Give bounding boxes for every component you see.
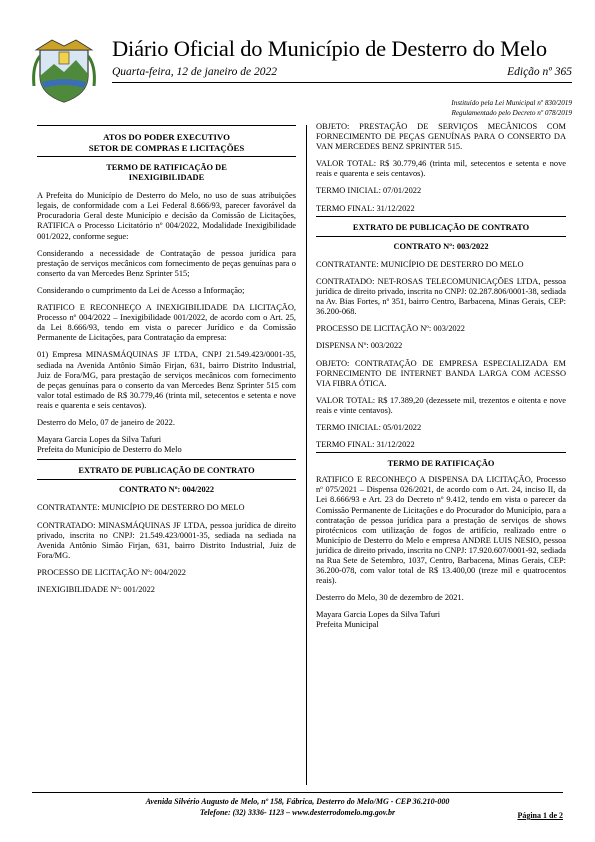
header-rule xyxy=(112,82,572,83)
section-rule xyxy=(316,236,566,237)
section-rule xyxy=(37,156,296,157)
masthead xyxy=(32,28,572,118)
ratification-title-line: INEXIGIBILIDADE xyxy=(128,173,205,183)
paragraph: VALOR TOTAL: R$ 30.779,46 (trinta mil, setecentos e setenta e nove reais e quarenta e seis centavos). xyxy=(316,159,566,179)
paragraph: VALOR TOTAL: R$ 17.389,20 (dezessete mil, trezentos e oitenta e nove reais e vinte centavos). xyxy=(316,395,566,415)
signature-title: Prefeita do Município de Desterro do Melo xyxy=(37,445,182,455)
signature-title: Prefeita Municipal xyxy=(316,620,379,630)
paragraph: CONTRATADO: MINASMÁQUINAS JF LTDA, pessoa jurídica de direito privado, inscrita no CNPJ: 21.549.423/0001-35, sediada na sediada na Avenida Antônio Simão Firjan, 631, bairro Distrito Industrial, Juiz de Fora/MG. xyxy=(37,520,296,560)
paragraph: RATIFICO E RECONHEÇO A DISPENSA DA LICITAÇÃO, Processo nº 075/2021 – Dispensa 026/2021, de acordo com o Art. 24, inciso II, da Lei 8.666/93 e Art. 23 do Decreto nº 9.412, tendo em vista o parecer da Comissão Permanente de Licitações e do Procurador do Município, para a contratação de pessoa jurídica para a prestação de serviços de shows pirotécnicos com utilização de fogos de artifício, realizado entre o Município de Desterro do Melo e empresa ANDRE LUIS NESIO, pessoa jurídica de direito privado, inscrita no CNPJ: 17.920.607/0001-92, sediada na Rua Sete de Setembro, 1037, Centro, Barbacena, Minas Gerais, CEP: 36.200-078, com valor total de R$ 13.400,00 (treze mil e quatrocentos reais). xyxy=(316,475,566,586)
paragraph: Considerando a necessidade de Contratação de pessoa jurídica para prestação de serviços mecânicos com fornecimento de peças genuínas para o conserto da van Mercedes Benz Sprinter 515; xyxy=(37,248,296,278)
section-heading-executive: ATOS DO PODER EXECUTIVO xyxy=(103,132,230,142)
contract-number: CONTRATO Nº: 004/2022 xyxy=(118,485,215,495)
section-rule xyxy=(316,216,566,217)
issue-date: Quarta-feira, 12 de janeiro de 2022 xyxy=(112,66,278,78)
paragraph: CONTRATANTE: MUNICÍPIO DE DESTERRO DO MELO xyxy=(37,503,245,513)
right-column xyxy=(316,122,566,631)
ratification-title: TERMO DE RATIFICAÇÃO xyxy=(387,459,495,469)
paragraph: 01) Empresa MINASMÁQUINAS JF LTDA, CNPJ 21.549.423/0001-35, sediada na Avenida Antônio Simão Firjan, 631, bairro Distrito Industrial, Juiz de Fora/MG, para prestação de serviços mecânicos com fornecimento de peças genuínas para o conserto da van Mercedes Benz Sprinter 515 com valor total estimado de R$ 30.779,46 (trinta mil, setecentos e setenta e nove reais e quarenta e seis centavos). xyxy=(37,350,296,410)
institution-line-decree: Regulamentado pelo Decreto nº 078/2019 xyxy=(451,109,572,117)
paragraph: CONTRATADO: NET-ROSAS TELECOMUNICAÇÕES LTDA, pessoa jurídica de direito privado, inscrita no CNPJ: 02.287.806/0001-38, sediada na Av. Bias Fortes, nº 351, bairro Centro, Barbacena, Minas Gerais, CEP: 36.200-068. xyxy=(316,276,566,317)
section-rule xyxy=(37,125,296,126)
section-rule xyxy=(37,459,296,460)
paragraph: INEXIGIBILIDADE Nº: 001/2022 xyxy=(37,585,155,594)
institution-note xyxy=(451,98,572,118)
contract-number: CONTRATO Nº: 003/2022 xyxy=(393,241,489,251)
edition-number: Edição nº 365 xyxy=(507,66,572,78)
paragraph: OBJETO: PRESTAÇÃO DE SERVIÇOS MECÂNICOS COM FORNECIMENTO DE PEÇAS GENUÍNAS PARA O CONSERTO DA VAN MERCEDES BENZ SPRINTER 515. xyxy=(316,122,566,152)
ratification-title xyxy=(37,163,296,183)
paragraph: Desterro do Melo, 07 de janeiro de 2022. xyxy=(37,417,175,427)
signature-name: Mayara Garcia Lopes da Silva Tafuri xyxy=(316,610,441,620)
ratification-title-line: TERMO DE RATIFICAÇÃO DE xyxy=(106,163,227,172)
left-column xyxy=(37,122,296,602)
paragraph: PROCESSO DE LICITAÇÃO Nº: 003/2022 xyxy=(316,324,465,334)
section-rule xyxy=(316,452,566,453)
paragraph: Desterro do Melo, 30 de dezembro de 2021. xyxy=(316,593,464,603)
institution-line-law: Instituído pela Lei Municipal nº 830/2019 xyxy=(451,99,572,107)
paragraph: CONTRATANTE: MUNICÍPIO DE DESTERRO DO MELO xyxy=(316,259,524,269)
page-number: Página 1 de 2 xyxy=(517,811,563,820)
paragraph: TERMO FINAL: 31/12/2022 xyxy=(316,440,415,450)
paragraph: A Prefeita do Município de Desterro do Melo, no uso de suas atribuições legais, de conformidade com a Lei Federal 8.666/93, parecer favorável da Procuradoria Geral deste Município e decisão da Comissão de Licitações, RATIFICA o Processo Licitatório nº 004/2022, Modalidade Inexigibilidade 001/2022, conforme segue: xyxy=(37,191,296,241)
column-divider xyxy=(306,125,307,785)
paragraph: RATIFICO E RECONHEÇO A INEXIGIBILIDADE DA LICITAÇÃO, Processo nº 004/2022 – Inexigibilidade 001/2022, de acordo com o Art. 25, da Lei 8.666/93, tendo em vista o parecer Jurídico e da Comissão Permanente de Licitações, para Contratação da empresa: xyxy=(37,303,296,343)
paragraph: Considerando o cumprimento da Lei de Acesso a Informação; xyxy=(37,285,245,295)
section-heading-purchasing: SETOR DE COMPRAS E LICITAÇÕES xyxy=(88,143,245,153)
paragraph: DISPENSA Nº: 003/2022 xyxy=(316,341,403,351)
footer-address: Avenida Silvério Augusto de Melo, nº 158, Fábrica, Desterro do Melo/MG - CEP 36.210-000 xyxy=(145,797,450,806)
section-rule xyxy=(37,479,296,480)
footer-rule xyxy=(32,792,563,793)
extract-title: EXTRATO DE PUBLICAÇÃO DE CONTRATO xyxy=(352,222,530,232)
page-title: Diário Oficial do Município de Desterro do Melo xyxy=(112,36,547,61)
municipal-coat-of-arms-icon xyxy=(32,36,96,106)
paragraph: TERMO FINAL: 31/12/2022 xyxy=(316,203,415,213)
footer-contact: Telefone: (32) 3336- 1123 – www.desterrodomelo.mg.gov.br xyxy=(199,808,396,817)
paragraph: TERMO INICIAL: 07/01/2022 xyxy=(316,186,422,196)
paragraph: OBJETO: CONTRATAÇÃO DE EMPRESA ESPECIALIZADA EM FORNECIMENTO DE INTERNET BANDA LARGA COM ACESSO VIA FIBRA ÓTICA. xyxy=(316,358,566,388)
page-footer xyxy=(32,792,563,820)
paragraph: PROCESSO DE LICITAÇÃO Nº: 004/2022 xyxy=(37,567,186,577)
paragraph: TERMO INICIAL: 05/01/2022 xyxy=(316,422,422,432)
extract-title: EXTRATO DE PUBLICAÇÃO DE CONTRATO xyxy=(78,466,255,476)
signature-name: Mayara Garcia Lopes da Silva Tafuri xyxy=(37,435,162,445)
